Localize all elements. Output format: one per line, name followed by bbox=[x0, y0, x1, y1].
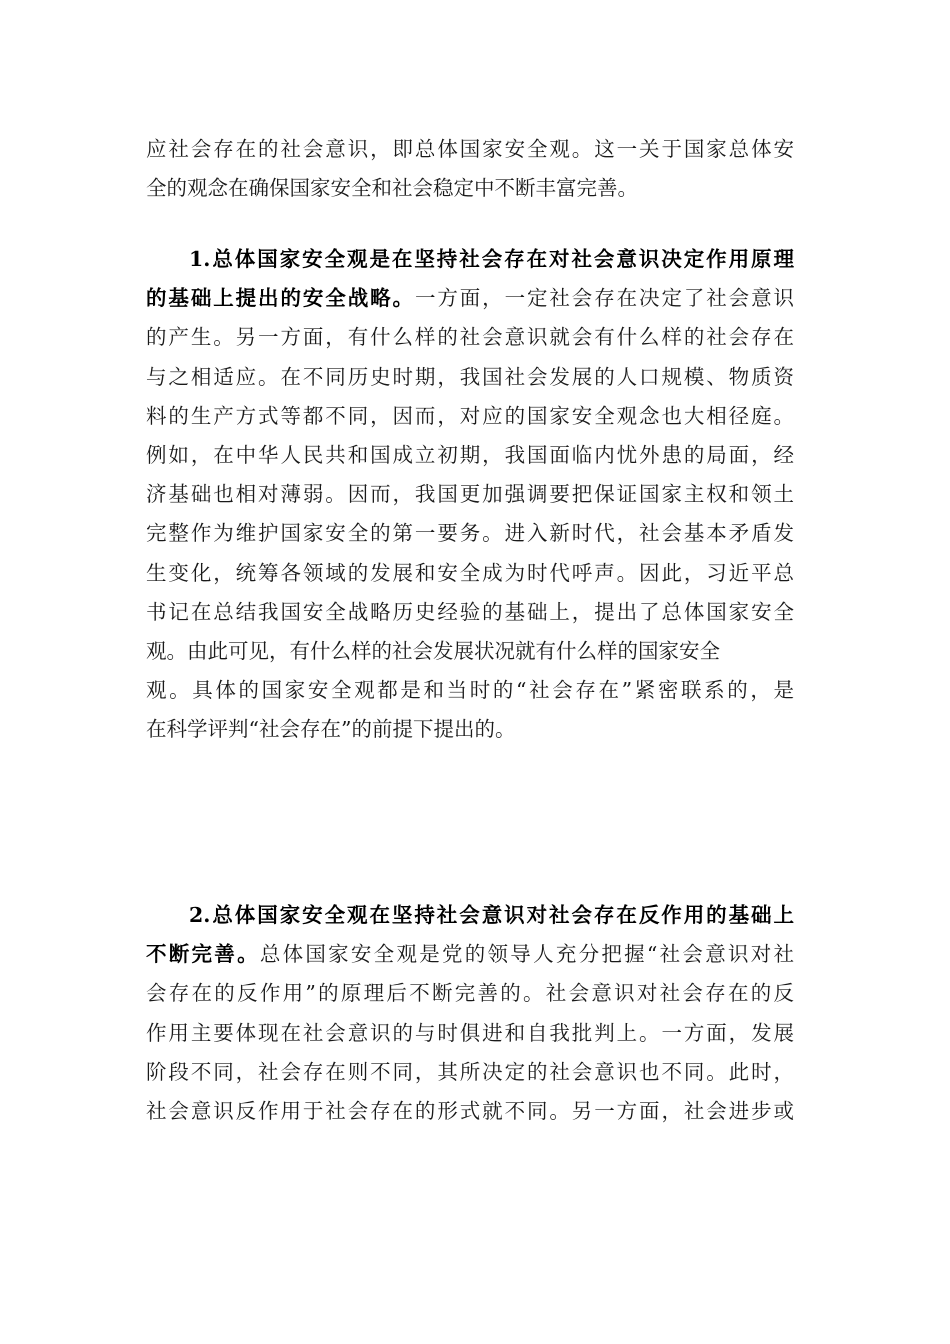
text-line: 全的观念在确保国家安全和社会稳定中不断丰富完善。 bbox=[146, 176, 638, 201]
text-line bbox=[146, 279, 794, 318]
text-line: 济基础也相对薄弱。因而，我国更加强调要把保证国家主权和领土 bbox=[146, 482, 794, 507]
text-line: 应社会存在的社会意识，即总体国家安全观。这一关于国家总体安 bbox=[146, 137, 794, 161]
text-line: 完整作为维护国家安全的第一要务。进入新时代，社会基本矛盾发 bbox=[146, 521, 794, 546]
paragraph-continuation bbox=[146, 130, 794, 208]
paragraph-section-2 bbox=[146, 896, 794, 1131]
text-segment: 总体国家安全观是党的领导人充分把握“社会意识对社 bbox=[259, 942, 794, 967]
text-line: 观。由此可见，有什么样的社会发展状况就有什么样的国家安全 bbox=[146, 639, 720, 664]
section-heading-line: 2.总体国家安全观在坚持社会意识对社会存在反作用的基础上 bbox=[189, 903, 794, 927]
text-line: 社会意识反作用于社会存在的形式就不同。另一方面，社会进步或 bbox=[146, 1099, 794, 1124]
text-line: 在科学评判“社会存在”的前提下提出的。 bbox=[146, 717, 516, 742]
text-line bbox=[146, 935, 794, 974]
text-segment: 一方面，一定社会存在决定了社会意识 bbox=[414, 286, 795, 311]
section-heading-tail: 的基础上提出的安全战略。 bbox=[146, 286, 415, 311]
text-line: 作用主要体现在社会意识的与时俱进和自我批判上。一方面，发展 bbox=[146, 1020, 794, 1045]
text-line: 料的生产方式等都不同，因而，对应的国家安全观念也大相径庭。 bbox=[146, 403, 794, 428]
text-line: 与之相适应。在不同历史时期，我国社会发展的人口规模、物质资 bbox=[146, 364, 794, 389]
text-line: 例如，在中华人民共和国成立初期，我国面临内忧外患的局面，经 bbox=[146, 443, 794, 468]
paragraph-section-1 bbox=[146, 240, 794, 750]
text-line: 会存在的反作用”的原理后不断完善的。社会意识对社会存在的反 bbox=[146, 981, 794, 1006]
text-line: 生变化，统筹各领域的发展和安全成为时代呼声。因此，习近平总 bbox=[146, 560, 794, 585]
text-line: 书记在总结我国安全战略历史经验的基础上，提出了总体国家安全 bbox=[146, 599, 794, 624]
text-line: 观。具体的国家安全观都是和当时的“社会存在”紧密联系的，是 bbox=[146, 678, 794, 703]
text-line: 阶段不同，社会存在则不同，其所决定的社会意识也不同。此时， bbox=[146, 1059, 794, 1084]
text-line: 的产生。另一方面，有什么样的社会意识就会有什么样的社会存在 bbox=[146, 325, 794, 350]
section-heading-line: 1.总体国家安全观是在坚持社会存在对社会意识决定作用原理 bbox=[189, 247, 794, 271]
section-heading-tail: 不断完善。 bbox=[146, 942, 260, 967]
